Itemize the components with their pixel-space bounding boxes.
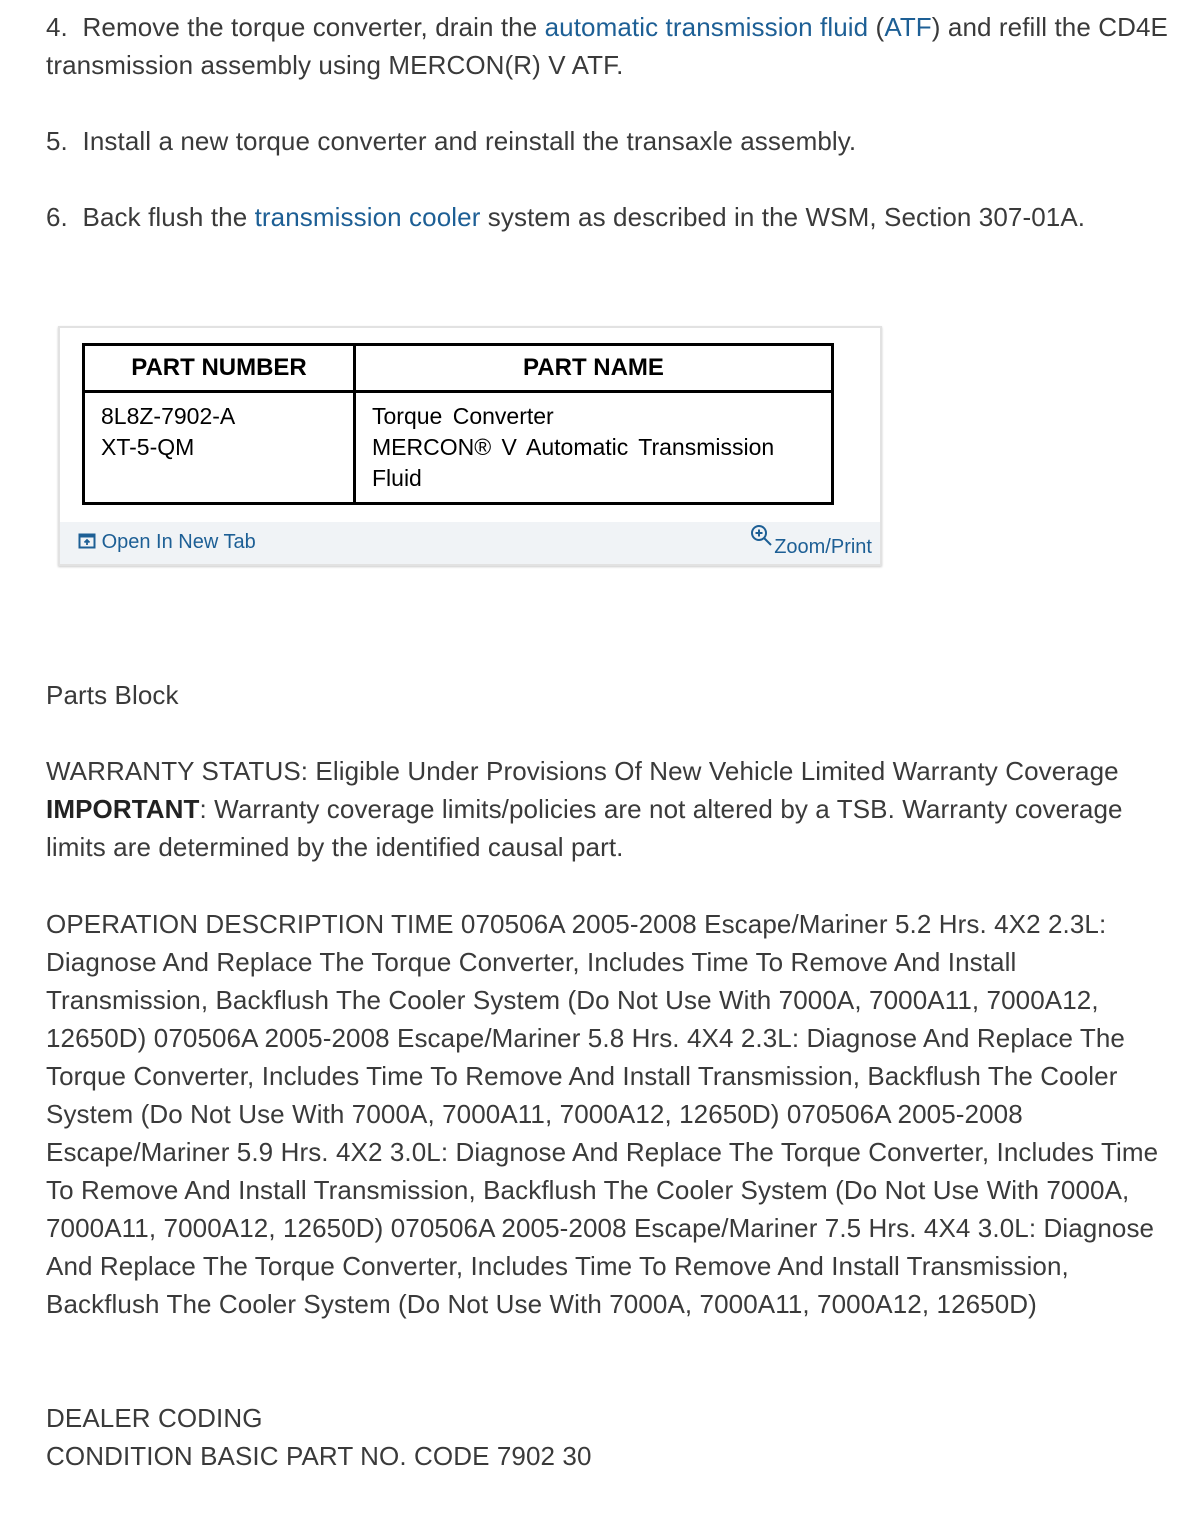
part-name: Torque Converter xyxy=(372,403,554,429)
dealer-coding xyxy=(46,1399,1176,1475)
header-part-name: PART NAME xyxy=(355,345,833,392)
step-4 xyxy=(46,8,1176,84)
important-note xyxy=(46,790,1176,866)
open-new-tab-link[interactable] xyxy=(78,531,256,554)
step-number: 6. xyxy=(46,202,68,232)
step-5 xyxy=(46,122,1176,160)
transmission-cooler-link[interactable]: transmission cooler xyxy=(254,202,481,232)
atf-abbr-link[interactable]: ATF xyxy=(884,12,932,42)
part-number: XT-5-QM xyxy=(101,434,195,460)
operation-description: OPERATION DESCRIPTION TIME 070506A 2005-2008 Escape/Mariner 5.2 Hrs. 4X2 2.3L: Diagnose And Replace The Torque Converter, Includes Time To Remove And Install Transmission, Backflush The Cooler System (Do Not Use With 7000A, 7000A11, 7000A12, 12650D) 070506A 2005-2008 Escape/Mariner 5.8 Hrs. 4X4 2.3L: Diagnose And Replace The Torque Converter, Includes Time To Remove And Install Transmission, Backflush The Cooler System (Do Not Use With 7000A, 7000A11, 7000A12, 12650D) 070506A 2005-2008 Escape/Mariner 5.9 Hrs. 4X2 3.0L: Diagnose And Replace The Torque Converter, Includes Time To Remove And Install Transmission, Backflush The Cooler System (Do Not Use With 7000A, 7000A11, 7000A12, 12650D) 070506A 2005-2008 Escape/Mariner 7.5 Hrs. 4X4 3.0L: Diagnose And Replace The Torque Converter, Includes Time To Remove And Install Transmission, Backflush The Cooler System (Do Not Use With 7000A, 7000A11, 7000A12, 12650D) xyxy=(46,909,1159,1319)
step-number: 4. xyxy=(46,12,68,42)
table-header-row xyxy=(84,345,833,392)
step-text: ( xyxy=(868,12,885,42)
part-number: 8L8Z-7902-A xyxy=(101,403,236,429)
dealer-coding-line: CONDITION BASIC PART NO. CODE 7902 30 xyxy=(46,1441,592,1471)
step-text: Back flush the xyxy=(82,202,255,232)
part-name: MERCON® V Automatic Transmission Fluid xyxy=(372,434,775,491)
important-label: IMPORTANT xyxy=(46,794,200,824)
zoom-in-icon xyxy=(750,524,774,548)
atf-link[interactable]: automatic transmission fluid xyxy=(544,12,869,42)
important-text: : Warranty coverage limits/policies are not altered by a TSB. Warranty coverage limits are determined by the identified causal part. xyxy=(46,794,1123,862)
step-6 xyxy=(46,198,1176,236)
parts-block-label: Parts Block xyxy=(46,680,179,710)
warranty-status: WARRANTY STATUS: Eligible Under Provisions Of New Vehicle Limited Warranty Coverage xyxy=(46,756,1119,786)
step-text: Remove the torque converter, drain the xyxy=(82,12,545,42)
figure-toolbar xyxy=(60,522,880,564)
open-new-tab-label: Open In New Tab xyxy=(101,531,256,553)
step-text: system as described in the WSM, Section 307-01A. xyxy=(480,202,1086,232)
zoom-print-label: Zoom/Print xyxy=(774,536,872,558)
open-new-tab-icon xyxy=(78,533,96,549)
header-part-number: PART NUMBER xyxy=(84,345,355,392)
dealer-coding-title: DEALER CODING xyxy=(46,1403,263,1433)
step-text: ) and refill the CD4E transmission assembly using MERCON(R) V ATF. xyxy=(46,12,1168,80)
table-row xyxy=(84,392,833,504)
step-number: 5. xyxy=(46,126,68,156)
part-name-cell xyxy=(355,392,833,504)
step-text: Install a new torque converter and reinstall the transaxle assembly. xyxy=(82,126,857,156)
parts-figure xyxy=(58,326,882,566)
parts-table xyxy=(82,343,834,505)
warranty-section xyxy=(46,752,1176,866)
part-number-cell xyxy=(84,392,355,504)
zoom-print-link[interactable] xyxy=(750,524,872,558)
